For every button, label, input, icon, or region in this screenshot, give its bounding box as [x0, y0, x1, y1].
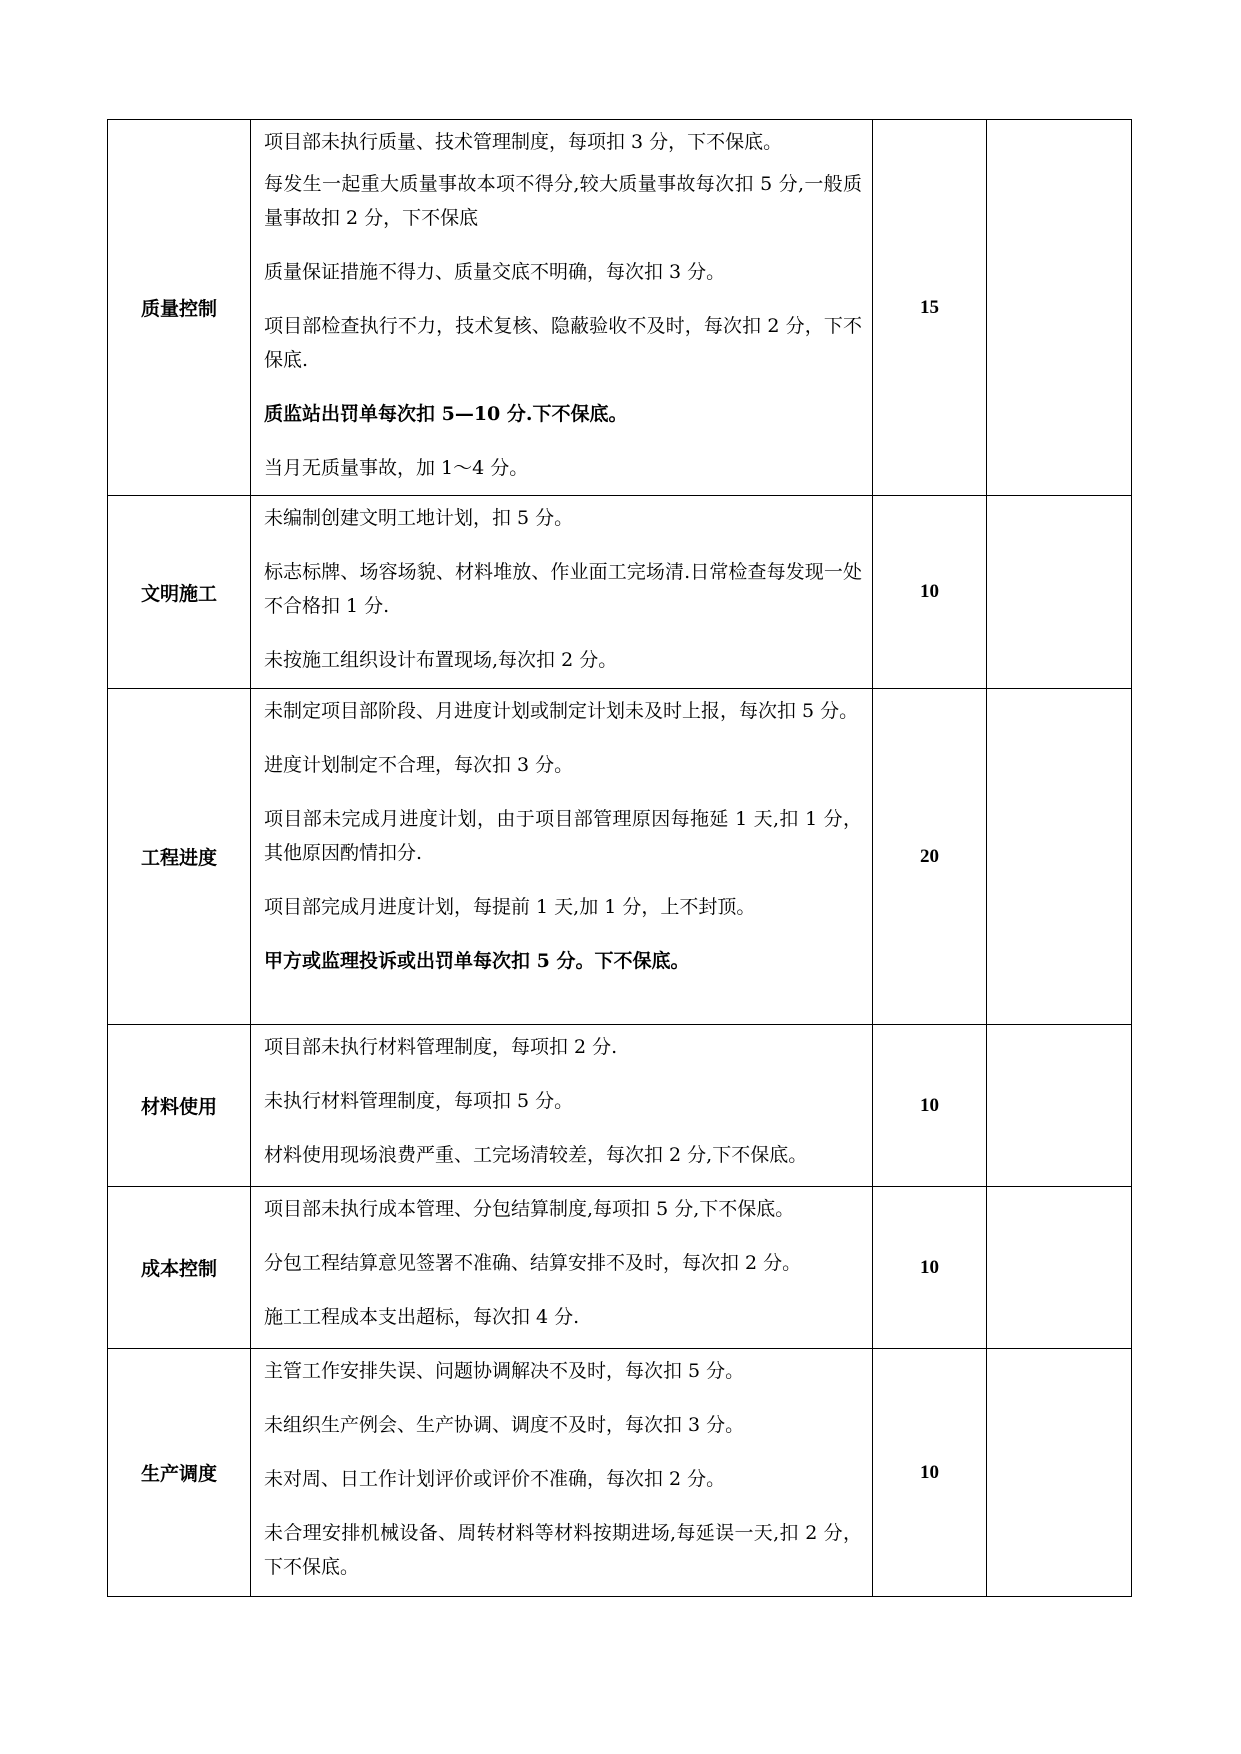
criteria-cell — [251, 1349, 873, 1597]
criterion-text: 项目部检查执行不力，技术复核、隐蔽验收不及时，每次扣 2 分，下不保底. — [264, 315, 862, 371]
empty-cell — [987, 1025, 1132, 1187]
empty-cell — [987, 689, 1132, 1025]
criteria-cell — [251, 1187, 873, 1349]
empty-cell — [987, 496, 1132, 689]
criterion-text: 项目部未执行成本管理、分包结算制度,每项扣 5 分,下不保底。 — [264, 1198, 795, 1220]
criterion-text: 项目部完成月进度计划，每提前 1 天,加 1 分，上不封顶。 — [264, 896, 756, 918]
table-row — [108, 689, 1132, 1025]
criterion-text: 进度计划制定不合理，每次扣 3 分。 — [264, 754, 574, 776]
criterion-text: 项目部未完成月进度计划，由于项目部管理原因每拖延 1 天,扣 1 分，其他原因酌情扣分. — [264, 808, 862, 864]
criterion-text: 当月无质量事故，加 1～4 分。 — [264, 457, 529, 479]
criterion-text: 主管工作安排失误、问题协调解决不及时，每次扣 5 分。 — [264, 1360, 745, 1382]
criterion-text: 未按施工组织设计布置现场,每次扣 2 分。 — [264, 649, 618, 671]
score-cell: 10 — [873, 1349, 987, 1597]
criterion-text: 项目部未执行质量、技术管理制度，每项扣 3 分，下不保底。 — [264, 131, 783, 153]
criteria-cell — [251, 496, 873, 689]
criterion-text: 材料使用现场浪费严重、工完场清较差，每次扣 2 分,下不保底。 — [264, 1144, 808, 1166]
score-cell: 10 — [873, 496, 987, 689]
category-cell: 成本控制 — [108, 1187, 251, 1349]
category-cell: 文明施工 — [108, 496, 251, 689]
criterion-text: 未制定项目部阶段、月进度计划或制定计划未及时上报，每次扣 5 分。 — [264, 700, 859, 722]
table-row — [108, 1025, 1132, 1187]
score-cell: 10 — [873, 1187, 987, 1349]
category-cell: 材料使用 — [108, 1025, 251, 1187]
category-cell: 工程进度 — [108, 689, 251, 1025]
category-cell: 质量控制 — [108, 120, 251, 496]
criterion-text: 未执行材料管理制度，每项扣 5 分。 — [264, 1090, 574, 1112]
criterion-text: 标志标牌、场容场貌、材料堆放、作业面工完场清.日常检查每发现一处不合格扣 1 分. — [264, 561, 862, 617]
criteria-cell — [251, 689, 873, 1025]
empty-cell — [987, 1349, 1132, 1597]
empty-cell — [987, 120, 1132, 496]
category-cell: 生产调度 — [108, 1349, 251, 1597]
criterion-text: 未编制创建文明工地计划，扣 5 分。 — [264, 507, 574, 529]
score-cell: 10 — [873, 1025, 987, 1187]
criterion-text: 甲方或监理投诉或出罚单每次扣 5 分。下不保底。 — [264, 950, 690, 972]
criterion-text: 质监站出罚单每次扣 5—10 分.下不保底。 — [264, 403, 628, 425]
score-cell: 20 — [873, 689, 987, 1025]
criterion-text: 未合理安排机械设备、周转材料等材料按期进场,每延误一天,扣 2 分，下不保底。 — [264, 1522, 862, 1578]
criterion-text: 项目部未执行材料管理制度，每项扣 2 分. — [264, 1036, 618, 1058]
table-row — [108, 496, 1132, 689]
assessment-table — [107, 119, 1132, 1597]
criterion-text: 每发生一起重大质量事故本项不得分,较大质量事故每次扣 5 分,一般质量事故扣 2 分，下不保底 — [264, 173, 862, 229]
criteria-cell — [251, 1025, 873, 1187]
score-cell: 15 — [873, 120, 987, 496]
criterion-text: 未对周、日工作计划评价或评价不准确，每次扣 2 分。 — [264, 1468, 726, 1490]
criterion-text: 未组织生产例会、生产协调、调度不及时，每次扣 3 分。 — [264, 1414, 745, 1436]
table-row — [108, 1187, 1132, 1349]
criteria-cell — [251, 120, 873, 496]
table-row — [108, 120, 1132, 496]
criterion-text: 质量保证措施不得力、质量交底不明确，每次扣 3 分。 — [264, 261, 726, 283]
empty-cell — [987, 1187, 1132, 1349]
table-row — [108, 1349, 1132, 1597]
criterion-text: 施工工程成本支出超标，每次扣 4 分. — [264, 1306, 580, 1328]
criterion-text: 分包工程结算意见签署不准确、结算安排不及时，每次扣 2 分。 — [264, 1252, 802, 1274]
